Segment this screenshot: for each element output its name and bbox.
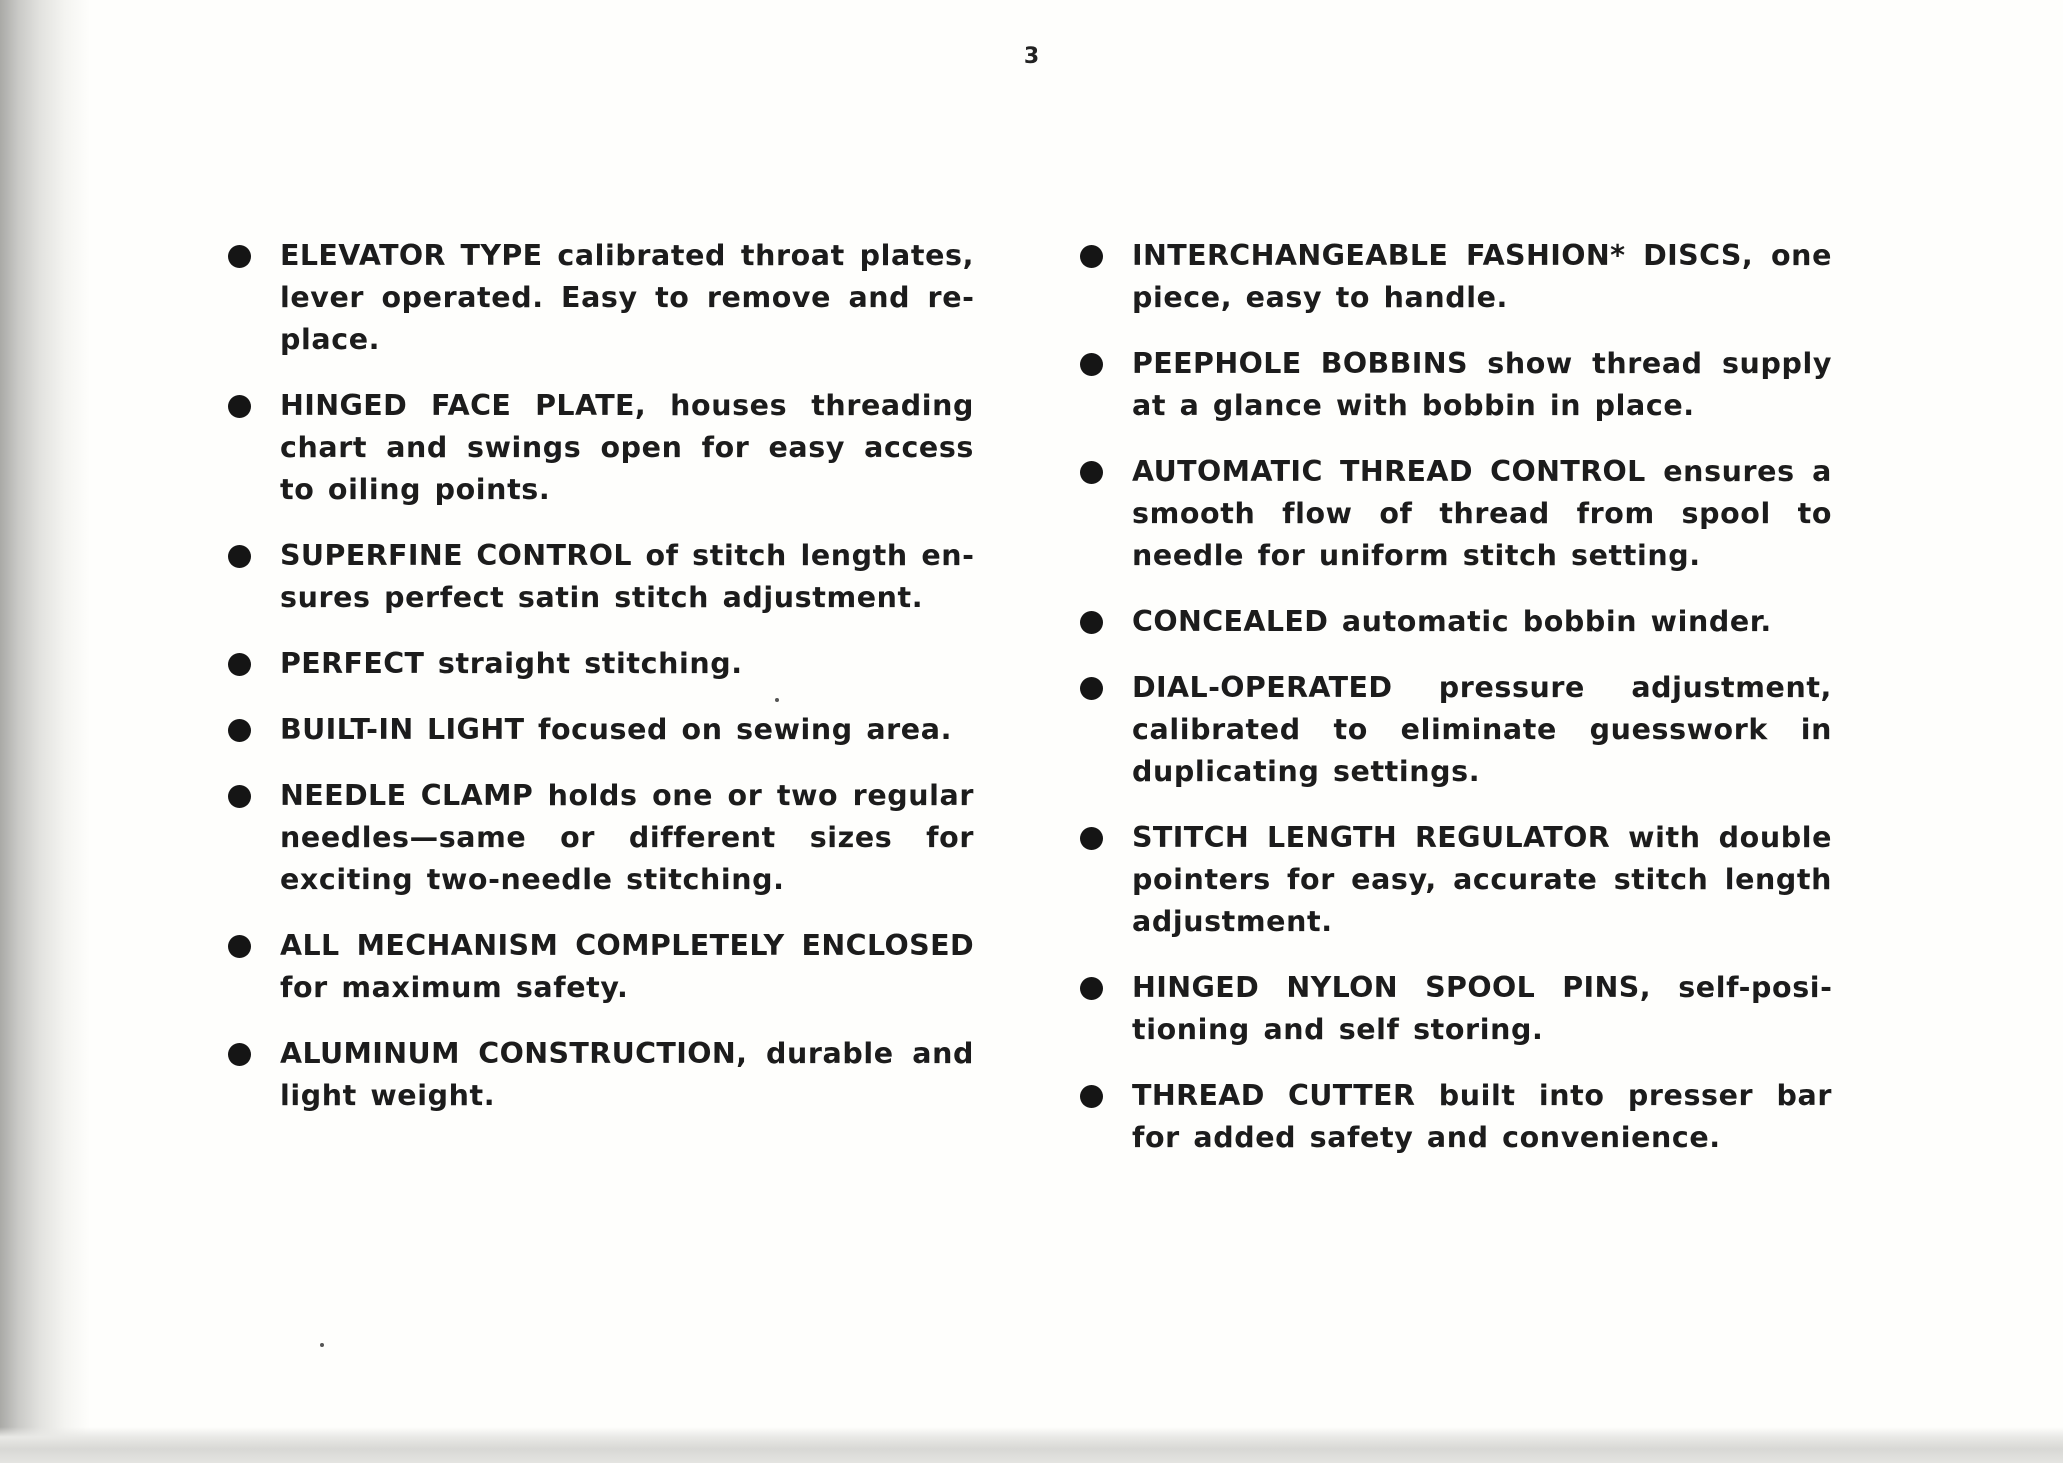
bullet-icon [1080,677,1103,700]
feature-heading: ALUMINUM CONSTRUCTION, [280,1037,748,1070]
feature-item [228,775,974,901]
feature-heading: BUILT-IN LIGHT [280,713,525,746]
feature-text: built into presser bar for added safety and convenience. [1132,1079,1833,1154]
bullet-icon [228,935,251,958]
page-bottom-edge [0,1427,2063,1463]
feature-item [228,385,974,511]
feature-item [228,235,974,361]
feature-text: focused on sewing area. [524,713,952,746]
feature-heading: PERFECT [280,647,425,680]
feature-item [1080,235,1832,319]
feature-text: one piece, easy to handle. [1132,239,1832,314]
feature-text: automatic bobbin winder. [1328,605,1772,638]
bullet-icon [1080,353,1103,376]
feature-heading: HINGED FACE PLATE, [280,389,647,422]
feature-heading: DIAL-OPERATED [1132,671,1393,704]
feature-heading: STITCH LENGTH REGULATOR [1132,821,1611,854]
feature-item [1080,451,1832,577]
feature-heading: CONCEALED [1132,605,1329,638]
bullet-icon [1080,827,1103,850]
bullet-icon [228,545,251,568]
feature-heading: INTERCHANGEABLE FASHION* DISCS, [1132,239,1754,272]
feature-item [1080,667,1832,793]
feature-text: calibrated throat plates, lever operated. Easy to remove and replace. [280,239,974,356]
feature-heading: ALL MECHANISM COMPLETELY ENCLOSED [280,929,974,962]
feature-text: holds one or two regular needles—same or different sizes for exciting two-needle stitching. [280,779,974,896]
bullet-icon [228,395,251,418]
page-number: 3 [1023,44,1040,69]
bullet-icon [1080,977,1103,1000]
feature-text: self-positioning and self storing. [1132,971,1832,1046]
feature-text: of stitch length ensures perfect satin stitch adjustment. [280,539,974,614]
bullet-icon [228,1043,251,1066]
feature-item [228,1033,974,1117]
feature-text: straight stitching. [424,647,743,680]
bullet-icon [228,785,251,808]
feature-heading: ELEVATOR TYPE [280,239,543,272]
left-feature-column [228,235,974,1141]
bullet-icon [228,653,251,676]
feature-heading: THREAD CUTTER [1132,1079,1416,1112]
bullet-icon [1080,245,1103,268]
feature-item [228,643,974,685]
bullet-icon [1080,1085,1103,1108]
feature-text: durable and light weight. [280,1037,974,1112]
feature-heading: AUTOMATIC THREAD CONTROL [1132,455,1646,488]
feature-heading: PEEPHOLE BOBBINS [1132,347,1468,380]
feature-heading: NEEDLE CLAMP [280,779,534,812]
feature-text: with double pointers for easy, accurate stitch length adjustment. [1132,821,1833,938]
feature-item [1080,601,1832,643]
bullet-icon [228,245,251,268]
feature-text: pressure adjustment, calibrated to eliminate guesswork in duplicating settings. [1132,671,1832,788]
bullet-icon [1080,611,1103,634]
feature-item [1080,967,1832,1051]
feature-item [1080,817,1832,943]
feature-text: houses threading chart and swings open for easy access to oiling points. [280,389,974,506]
feature-text: show thread supply at a glance with bobbin in place. [1132,347,1833,422]
feature-heading: SUPERFINE CONTROL [280,539,632,572]
binding-shadow [0,0,90,1463]
feature-heading: HINGED NYLON SPOOL PINS, [1132,971,1651,1004]
feature-item [1080,1075,1832,1159]
right-feature-column [1080,235,1832,1183]
feature-item [228,709,974,751]
feature-item [1080,343,1832,427]
scan-speck [775,698,779,702]
feature-item [228,535,974,619]
feature-text: for maximum safety. [280,971,629,1004]
scan-speck [320,1343,324,1347]
feature-item [228,925,974,1009]
feature-text: ensures a smooth flow of thread from spool to needle for uniform stitch setting. [1132,455,1832,572]
bullet-icon [1080,461,1103,484]
bullet-icon [228,719,251,742]
